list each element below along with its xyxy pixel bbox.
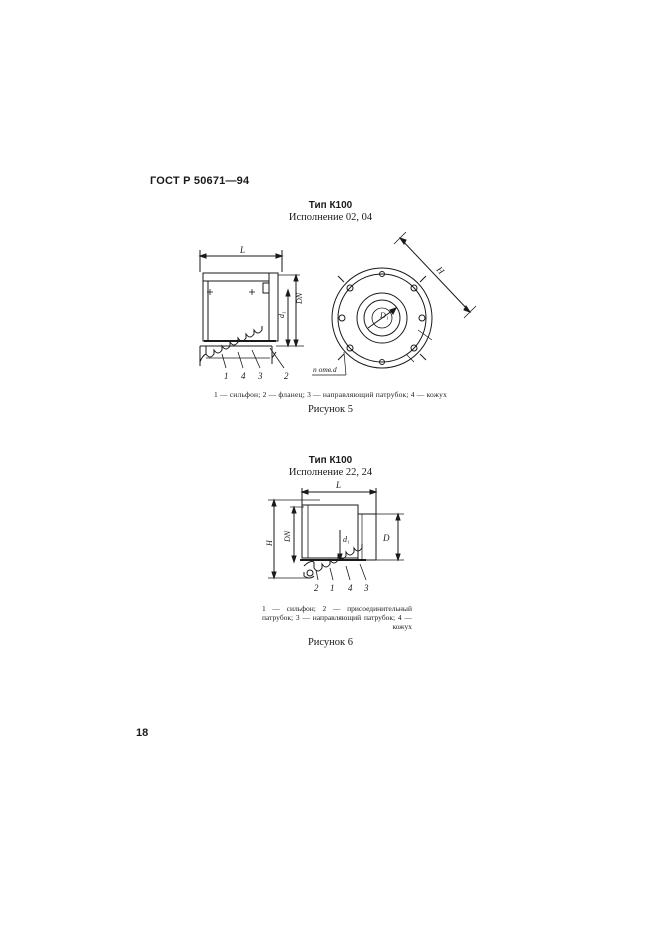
fig5-caption: Рисунок 5 [307,404,354,415]
fig5-dim-L: L [240,245,246,255]
fig5-dim-D1: D₁ [380,311,389,320]
fig5-callout-3: 3 [258,371,263,381]
standard-header: ГОСТ Р 50671—94 [150,175,250,187]
fig6-dim-d1: d₁ [343,535,350,544]
fig5-callout-2: 2 [284,371,289,381]
fig6-callout-2: 2 [314,583,319,593]
fig5-callout-1: 1 [224,371,229,381]
fig6-legend: 1 — сильфон; 2 — присоединительный патрубок; 3 — направляющий патрубок; 4 — кожух [262,604,412,631]
fig6-callout-1: 1 [330,583,335,593]
fig6-type-title: Тип К100 [308,455,353,466]
fig6-callout-4: 4 [348,583,353,593]
fig6-callout-3: 3 [364,583,369,593]
fig5-type-title: Тип К100 [308,200,353,211]
fig6-variant: Исполнение 22, 24 [288,467,373,478]
page-number: 18 [136,727,149,739]
fig5-dim-DN: DN [295,292,304,304]
fig5-dim-H: H [434,264,447,277]
fig6-dim-D: D [383,533,390,543]
fig5-dim-holes: n отв.d [313,365,337,374]
fig6-caption: Рисунок 6 [307,637,354,648]
fig5-dim-d1: d₁ [277,311,286,318]
fig6-dim-H: H [265,540,274,546]
fig6-dim-DN: DN [283,530,292,542]
fig5-legend: 1 — сильфон; 2 — фланец; 3 — направляющий патрубок; 4 — кожух [213,390,448,399]
fig5-callout-4: 4 [241,371,246,381]
fig5-variant: Исполнение 02, 04 [288,212,373,223]
fig6-dim-L: L [336,480,342,490]
